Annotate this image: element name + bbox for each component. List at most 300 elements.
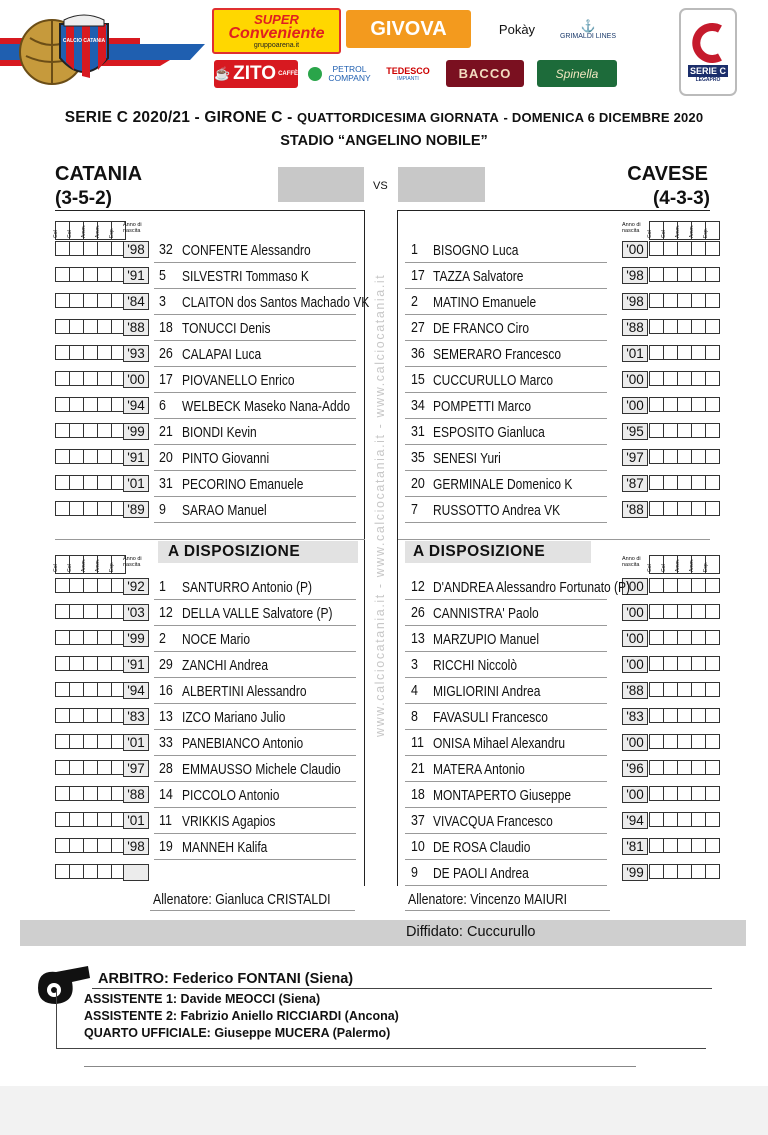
away-starters-row — [0, 475, 768, 501]
away-stat-box[interactable] — [649, 734, 664, 749]
home-box-header-label: Esp. — [109, 561, 115, 572]
sponsor-bacco — [446, 60, 524, 87]
away-birth-year: '00 — [622, 397, 648, 414]
away-row-underline — [405, 340, 607, 341]
away-box-header-label: Esp. — [703, 561, 709, 572]
away-row-underline — [405, 755, 607, 756]
away-shirt-number: 21 — [411, 761, 425, 777]
away-stat-box[interactable] — [691, 760, 706, 775]
home-player-name: MANNEH Kalifa — [182, 839, 268, 856]
match-title — [0, 109, 768, 127]
away-starters-row — [0, 267, 768, 293]
away-stat-box[interactable] — [649, 812, 664, 827]
away-player-name: CANNISTRA' Paolo — [433, 605, 539, 622]
away-stat-box[interactable] — [649, 708, 664, 723]
away-row-underline — [405, 366, 607, 367]
competition: SERIE C 2020/21 - GIRONE C - — [64, 109, 293, 126]
round: QUATTORDICESIMA GIORNATA — [297, 110, 500, 125]
away-shirt-number: 17 — [411, 268, 425, 284]
home-player-name: WELBECK Maseko Nana-Addo — [182, 398, 351, 415]
away-stat-box[interactable] — [677, 604, 692, 619]
away-stat-box[interactable] — [663, 734, 678, 749]
home-player-name: ZANCHI Andrea — [182, 657, 269, 674]
away-coach: Allenatore: Vincenzo MAIURI — [408, 891, 568, 908]
away-team-name: CAVESE — [627, 163, 708, 185]
away-birth-year: '88 — [622, 319, 648, 336]
away-stat-box[interactable] — [649, 604, 664, 619]
away-stat-boxes — [649, 397, 719, 412]
home-year-header: Anno di nascita — [123, 556, 142, 568]
away-stat-box[interactable] — [677, 293, 692, 308]
away-shirt-number: 9 — [411, 865, 418, 881]
sponsor-bacco-text: BACCO — [458, 66, 512, 81]
away-stat-box[interactable] — [649, 475, 664, 490]
away-score-box — [398, 167, 485, 202]
sponsor-spinella — [537, 60, 617, 87]
away-stat-box[interactable] — [663, 760, 678, 775]
away-stat-box[interactable] — [663, 319, 678, 334]
away-stat-box[interactable] — [663, 604, 678, 619]
home-player-name: SANTURRO Antonio (P) — [182, 579, 313, 596]
club-logo-text: CALCIO CATANIA — [62, 38, 106, 44]
home-shirt-number: 17 — [159, 372, 173, 388]
away-stat-box[interactable] — [677, 708, 692, 723]
away-stat-box[interactable] — [691, 630, 706, 645]
away-row-underline — [405, 470, 607, 471]
home-player-name: CONFENTE Alessandro — [182, 242, 311, 259]
away-stat-box[interactable] — [649, 397, 664, 412]
away-stat-box[interactable] — [705, 760, 720, 775]
away-player-name: D'ANDREA Alessandro Fortunato (P) — [433, 579, 631, 596]
away-row-underline — [405, 703, 607, 704]
away-player-name: GERMINALE Domenico K — [433, 476, 573, 493]
away-year-header: Anno di nascita — [622, 222, 641, 234]
away-stat-box[interactable] — [705, 475, 720, 490]
away-player-name: RICCHI Niccolò — [433, 657, 518, 674]
home-player-name: VRIKKIS Agapios — [182, 813, 276, 830]
footer-line — [84, 1066, 636, 1067]
away-stat-boxes — [649, 630, 719, 645]
away-stat-box[interactable] — [649, 864, 664, 879]
away-shirt-number: 20 — [411, 476, 425, 492]
away-shirt-number: 3 — [411, 657, 418, 673]
away-shirt-number: 13 — [411, 631, 425, 647]
away-player-name: ONISA Mihael Alexandru — [433, 735, 566, 752]
away-starters-row — [0, 423, 768, 449]
home-player-name: DELLA VALLE Salvatore (P) — [182, 605, 333, 622]
away-stat-boxes — [649, 708, 719, 723]
away-stat-box[interactable] — [649, 371, 664, 386]
away-row-underline — [405, 314, 607, 315]
away-bench-row — [0, 786, 768, 812]
away-stat-box[interactable] — [649, 293, 664, 308]
officials-line-left — [56, 990, 57, 1048]
officials-line-bottom — [56, 1048, 706, 1049]
home-shirt-number: 31 — [159, 476, 173, 492]
away-stat-box[interactable] — [649, 838, 664, 853]
away-row-underline — [405, 859, 607, 860]
away-stat-box[interactable] — [663, 838, 678, 853]
away-stat-box[interactable] — [663, 267, 678, 282]
away-stat-box[interactable] — [691, 449, 706, 464]
away-stat-box[interactable] — [691, 293, 706, 308]
home-birth-year: '99 — [123, 630, 149, 647]
away-bench-row — [0, 656, 768, 682]
away-bench-row — [0, 708, 768, 734]
away-stat-box[interactable] — [691, 734, 706, 749]
away-stat-box[interactable] — [663, 630, 678, 645]
away-player-name: MATERA Antonio — [433, 761, 525, 778]
away-stat-box[interactable] — [677, 241, 692, 256]
home-birth-year: '98 — [123, 838, 149, 855]
away-row-underline — [405, 833, 607, 834]
away-stat-box[interactable] — [649, 267, 664, 282]
away-stat-boxes — [649, 501, 719, 516]
away-stat-box[interactable] — [705, 449, 720, 464]
serie-c-logo — [679, 8, 737, 96]
home-box-header-label: Gol — [53, 564, 59, 572]
away-player-name: BISOGNO Luca — [433, 242, 519, 259]
away-stat-box[interactable] — [677, 630, 692, 645]
away-birth-year: '81 — [622, 838, 648, 855]
away-stat-box[interactable] — [691, 501, 706, 516]
away-bench-row — [0, 864, 768, 890]
away-stat-box[interactable] — [649, 449, 664, 464]
away-stat-box[interactable] — [649, 319, 664, 334]
quarto-ufficiale: QUARTO UFFICIALE: Giuseppe MUCERA (Palermo) — [84, 1026, 391, 1040]
away-stat-box[interactable] — [705, 423, 720, 438]
serie-c-sub: LEGAPRO — [695, 77, 721, 83]
away-stat-box[interactable] — [663, 345, 678, 360]
away-birth-year: '00 — [622, 371, 648, 388]
home-birth-year: '01 — [123, 475, 149, 492]
away-shirt-number: 37 — [411, 813, 425, 829]
home-box-header-label: Amm. — [95, 558, 101, 572]
away-formation: (4-3-3) — [652, 188, 710, 209]
away-stat-boxes — [649, 734, 719, 749]
sponsor-petrol — [306, 60, 376, 88]
away-player-name: SENESI Yuri — [433, 450, 501, 467]
away-stat-box[interactable] — [663, 397, 678, 412]
stadium: STADIO “ANGELINO NOBILE” — [280, 133, 488, 149]
away-stat-boxes — [649, 475, 719, 490]
away-shirt-number: 11 — [411, 735, 424, 751]
away-player-name: MATINO Emanuele — [433, 294, 537, 311]
away-stat-boxes — [649, 604, 719, 619]
away-box-headers — [649, 221, 719, 240]
home-box-header-label: Gol — [67, 230, 73, 238]
away-stat-box[interactable] — [705, 734, 720, 749]
away-birth-year: '00 — [622, 734, 648, 751]
home-box-header-label: Gol — [67, 564, 73, 572]
away-frame-top — [398, 210, 710, 211]
away-player-name: VIVACQUA Francesco — [433, 813, 553, 830]
away-birth-year: '00 — [622, 604, 648, 621]
away-stat-box[interactable] — [677, 501, 692, 516]
home-player-name: NOCE Mario — [182, 631, 251, 648]
sponsor-grimaldi — [553, 14, 623, 44]
watermark: www.calciocatania.it - www.calciocatania.it - www.calciocatania.it — [373, 273, 387, 737]
away-row-underline — [405, 625, 607, 626]
home-score-box — [278, 167, 364, 202]
officials-line-top — [92, 988, 712, 989]
away-row-underline — [405, 288, 607, 289]
away-stat-box[interactable] — [705, 345, 720, 360]
sponsor-tedesco — [382, 58, 434, 90]
away-stat-box[interactable] — [705, 267, 720, 282]
away-stat-box[interactable] — [705, 397, 720, 412]
away-stat-box[interactable] — [705, 319, 720, 334]
club-logo-graphic — [0, 8, 205, 88]
away-box-header-label: Gol — [647, 230, 653, 238]
away-stat-box[interactable] — [649, 630, 664, 645]
home-birth-year: '88 — [123, 319, 149, 336]
away-player-name: RUSSOTTO Andrea VK — [433, 502, 561, 519]
away-stat-box[interactable] — [649, 501, 664, 516]
away-stat-box[interactable] — [663, 656, 678, 671]
away-shirt-number: 35 — [411, 450, 425, 466]
away-stat-box[interactable] — [705, 838, 720, 853]
away-stat-box[interactable] — [663, 786, 678, 801]
home-birth-year: '98 — [123, 241, 149, 258]
away-stat-box[interactable] — [705, 682, 720, 697]
away-birth-year: '01 — [622, 345, 648, 362]
away-starters-row — [0, 449, 768, 475]
home-shirt-number: 2 — [159, 631, 166, 647]
home-box-headers — [55, 221, 125, 240]
away-stat-box[interactable] — [663, 475, 678, 490]
away-stat-box[interactable] — [691, 838, 706, 853]
home-birth-year: '97 — [123, 760, 149, 777]
home-shirt-number: 20 — [159, 450, 173, 466]
home-birth-year: '93 — [123, 345, 149, 362]
away-stat-box[interactable] — [649, 241, 664, 256]
away-row-underline — [405, 651, 607, 652]
home-shirt-number: 21 — [159, 424, 173, 440]
away-shirt-number: 26 — [411, 605, 425, 621]
away-stat-box[interactable] — [649, 345, 664, 360]
away-stat-box[interactable] — [691, 864, 706, 879]
away-stat-box[interactable] — [649, 760, 664, 775]
away-shirt-number: 18 — [411, 787, 425, 803]
away-stat-box[interactable] — [705, 630, 720, 645]
away-stat-box[interactable] — [691, 475, 706, 490]
away-stat-box[interactable] — [677, 267, 692, 282]
away-stat-box[interactable] — [691, 708, 706, 723]
away-stat-box[interactable] — [705, 604, 720, 619]
home-player-name: IZCO Mariano Julio — [182, 709, 286, 726]
home-player-name: PICCOLO Antonio — [182, 787, 280, 804]
away-stat-box[interactable] — [677, 371, 692, 386]
away-stat-box[interactable] — [649, 423, 664, 438]
away-shirt-number: 12 — [411, 579, 425, 595]
away-birth-year: '96 — [622, 760, 648, 777]
away-box-header-label: Amm. — [675, 558, 681, 572]
away-stat-box[interactable] — [691, 682, 706, 697]
away-stat-box[interactable] — [677, 812, 692, 827]
home-birth-year: '03 — [123, 604, 149, 621]
away-stat-box[interactable] — [691, 604, 706, 619]
home-shirt-number: 11 — [159, 813, 172, 829]
away-starters-row — [0, 293, 768, 319]
away-box-headers — [649, 555, 719, 574]
away-stat-box[interactable] — [677, 786, 692, 801]
away-stat-box[interactable] — [691, 397, 706, 412]
away-stat-box[interactable] — [705, 812, 720, 827]
away-stat-box[interactable] — [677, 656, 692, 671]
away-stat-box[interactable] — [691, 241, 706, 256]
away-stat-box[interactable] — [705, 293, 720, 308]
sponsor-zito-text: ZITO — [233, 63, 277, 84]
away-stat-box[interactable] — [663, 578, 678, 593]
home-box-header-label: Gol — [53, 230, 59, 238]
away-box-header-label: Amm. — [689, 558, 695, 572]
away-stat-box[interactable] — [677, 345, 692, 360]
away-stat-box[interactable] — [649, 578, 664, 593]
sponsor-zito-sub: CAFFÈ — [278, 71, 298, 77]
away-stat-box[interactable] — [691, 423, 706, 438]
away-stat-box[interactable] — [691, 267, 706, 282]
away-stat-boxes — [649, 864, 719, 879]
home-box-header-label: Amm. — [95, 224, 101, 238]
home-player-name: CLAITON dos Santos Machado VK — [182, 294, 370, 311]
away-stat-box[interactable] — [677, 319, 692, 334]
away-row-underline — [405, 444, 607, 445]
away-stat-box[interactable] — [705, 578, 720, 593]
away-stat-box[interactable] — [677, 864, 692, 879]
home-formation: (3-5-2) — [55, 188, 113, 209]
home-player-name: CALAPAI Luca — [182, 346, 262, 363]
away-stat-box[interactable] — [649, 656, 664, 671]
ship-icon: ⚓ — [580, 18, 596, 33]
away-stat-box[interactable] — [663, 864, 678, 879]
away-stat-boxes — [649, 812, 719, 827]
home-birth-year: '91 — [123, 267, 149, 284]
home-birth-year: '94 — [123, 397, 149, 414]
away-stat-box[interactable] — [691, 786, 706, 801]
away-starters-row — [0, 397, 768, 423]
away-shirt-number: 8 — [411, 709, 418, 725]
away-stat-box[interactable] — [663, 449, 678, 464]
away-shirt-number: 31 — [411, 424, 425, 440]
away-stat-box[interactable] — [691, 319, 706, 334]
sponsor-spinella-text: Spinella — [555, 66, 599, 81]
away-bench-divider — [398, 539, 710, 540]
away-stat-box[interactable] — [705, 656, 720, 671]
away-bench-row — [0, 630, 768, 656]
away-stat-box[interactable] — [663, 812, 678, 827]
assistente-2: ASSISTENTE 2: Fabrizio Aniello RICCIARDI (Ancona) — [84, 1009, 399, 1023]
away-shirt-number: 2 — [411, 294, 418, 310]
home-player-name: PECORINO Emanuele — [182, 476, 304, 493]
away-stat-box[interactable] — [691, 656, 706, 671]
away-birth-year: '97 — [622, 449, 648, 466]
away-stat-box[interactable] — [663, 682, 678, 697]
sponsor-super-sub: gruppoarena.it — [253, 41, 300, 49]
away-box-header-label: Amm. — [689, 224, 695, 238]
away-player-name: MIGLIORINI Andrea — [433, 683, 541, 700]
away-stat-box[interactable] — [691, 345, 706, 360]
home-frame-top — [55, 210, 365, 211]
away-box-header-label: Gol — [661, 230, 667, 238]
home-bench-divider — [55, 539, 365, 540]
away-stat-box[interactable] — [663, 371, 678, 386]
away-player-name: MARZUPIO Manuel — [433, 631, 540, 648]
away-stat-box[interactable] — [663, 241, 678, 256]
away-stat-box[interactable] — [705, 501, 720, 516]
away-row-underline — [405, 522, 607, 523]
away-stat-box[interactable] — [705, 371, 720, 386]
away-row-underline — [405, 392, 607, 393]
away-starters-row — [0, 371, 768, 397]
away-stat-box[interactable] — [691, 371, 706, 386]
home-birth-year: '94 — [123, 682, 149, 699]
home-birth-year: '83 — [123, 708, 149, 725]
away-birth-year: '00 — [622, 656, 648, 673]
away-stat-box[interactable] — [705, 786, 720, 801]
away-stat-box[interactable] — [677, 734, 692, 749]
away-player-name: CUCCURULLO Marco — [433, 372, 554, 389]
away-stat-box[interactable] — [677, 475, 692, 490]
away-stat-box[interactable] — [677, 449, 692, 464]
home-birth-year: '99 — [123, 423, 149, 440]
home-player-name: TONUCCI Denis — [182, 320, 271, 337]
sponsor-givova — [346, 10, 471, 48]
away-stat-box[interactable] — [663, 423, 678, 438]
away-stat-box[interactable] — [663, 501, 678, 516]
away-stat-box[interactable] — [705, 708, 720, 723]
away-stat-box[interactable] — [663, 708, 678, 723]
away-stat-box[interactable] — [663, 293, 678, 308]
away-stat-boxes — [649, 578, 719, 593]
away-stat-box[interactable] — [649, 682, 664, 697]
away-stat-box[interactable] — [677, 423, 692, 438]
home-player-name: PIOVANELLO Enrico — [182, 372, 295, 389]
away-player-name: DE FRANCO Ciro — [433, 320, 530, 337]
away-stat-box[interactable] — [691, 812, 706, 827]
away-bench-row — [0, 734, 768, 760]
away-birth-year: '00 — [622, 630, 648, 647]
home-shirt-number: 16 — [159, 683, 173, 699]
home-birth-year: '01 — [123, 734, 149, 751]
away-birth-year: '87 — [622, 475, 648, 492]
away-stat-box[interactable] — [705, 241, 720, 256]
away-shirt-number: 4 — [411, 683, 418, 699]
away-stat-boxes — [649, 682, 719, 697]
away-stat-box[interactable] — [677, 838, 692, 853]
away-stat-boxes — [649, 423, 719, 438]
away-bench-title: A DISPOSIZIONE — [405, 541, 591, 563]
home-shirt-number: 29 — [159, 657, 173, 673]
home-year-header: Anno di nascita — [123, 222, 142, 234]
away-stat-box[interactable] — [691, 578, 706, 593]
away-stat-box[interactable] — [649, 786, 664, 801]
away-starters-row — [0, 345, 768, 371]
away-stat-box[interactable] — [677, 760, 692, 775]
sponsor-super-conveniente — [212, 8, 341, 54]
away-stat-box[interactable] — [705, 864, 720, 879]
away-stat-boxes — [649, 345, 719, 360]
home-player-name: SARAO Manuel — [182, 502, 267, 519]
away-stat-box[interactable] — [677, 397, 692, 412]
sponsor-givova-text: GIVOVA — [370, 17, 447, 40]
away-player-name: DE PAOLI Andrea — [433, 865, 529, 882]
sponsor-tedesco-sub: IMPIANTI — [397, 76, 419, 82]
away-stat-box[interactable] — [677, 578, 692, 593]
away-stat-box[interactable] — [677, 682, 692, 697]
away-bench-row — [0, 760, 768, 786]
away-player-name: FAVASULI Francesco — [433, 709, 548, 726]
